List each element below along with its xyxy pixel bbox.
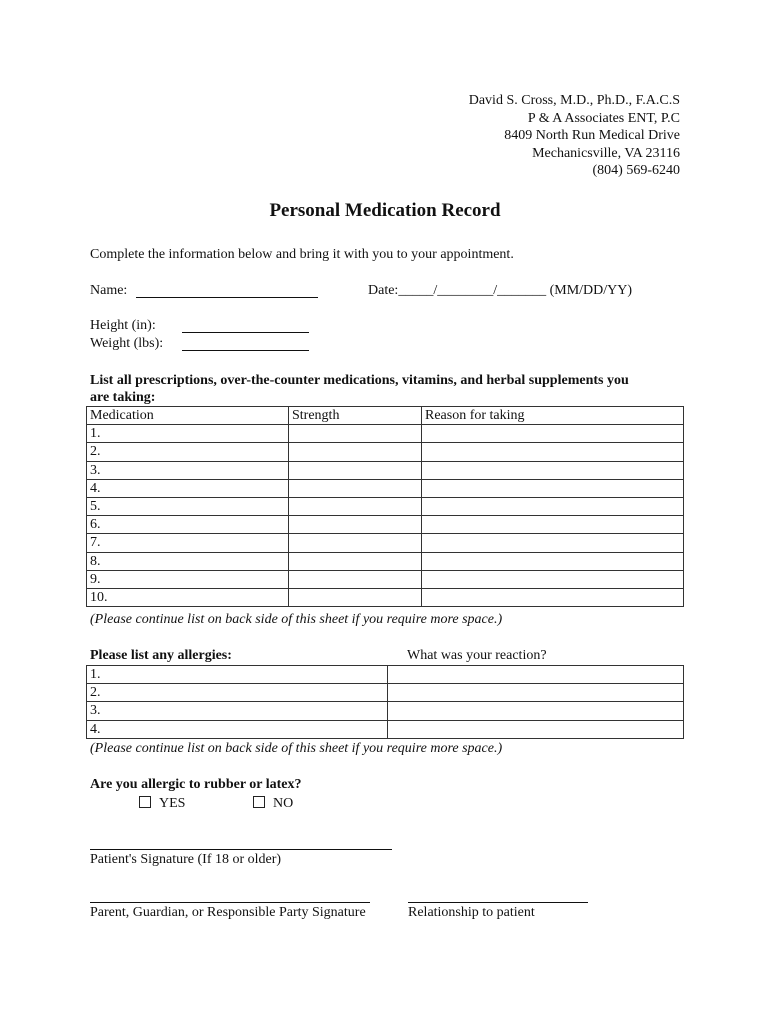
allergies-table	[86, 665, 684, 739]
reason-cell[interactable]	[422, 588, 684, 606]
medications-heading-cont: are taking:	[90, 390, 156, 405]
table-row	[87, 552, 684, 570]
no-label: NO	[273, 796, 294, 811]
table-row	[87, 702, 684, 720]
reason-cell[interactable]	[422, 570, 684, 588]
reason-cell[interactable]	[422, 552, 684, 570]
strength-cell[interactable]	[289, 552, 422, 570]
medication-cell[interactable]: 2.	[87, 443, 289, 461]
medication-cell[interactable]: 6.	[87, 516, 289, 534]
table-row	[87, 720, 684, 738]
strength-cell[interactable]	[289, 443, 422, 461]
medication-cell[interactable]: 4.	[87, 479, 289, 497]
medication-cell[interactable]: 10.	[87, 588, 289, 606]
allergy-cell[interactable]: 2.	[87, 684, 388, 702]
reaction-cell[interactable]	[388, 684, 684, 702]
practice-address-block	[469, 92, 680, 180]
table-row	[87, 461, 684, 479]
strength-cell[interactable]	[289, 461, 422, 479]
table-row	[87, 534, 684, 552]
table-row	[87, 425, 684, 443]
reaction-cell[interactable]	[388, 720, 684, 738]
reason-cell[interactable]	[422, 516, 684, 534]
strength-cell[interactable]	[289, 516, 422, 534]
patient-signature-label: Patient's Signature (If 18 or older)	[90, 852, 282, 867]
date-field[interactable]: Date:_____/________/_______ (MM/DD/YY)	[368, 283, 633, 298]
column-header-reason: Reason for taking	[422, 407, 684, 425]
medication-cell[interactable]: 1.	[87, 425, 289, 443]
table-row	[87, 684, 684, 702]
weight-field[interactable]	[182, 350, 309, 351]
doctor-name: David S. Cross, M.D., Ph.D., F.A.C.S	[468, 93, 680, 108]
reaction-heading: What was your reaction?	[407, 648, 547, 663]
allergy-cell[interactable]: 4.	[87, 720, 388, 738]
strength-cell[interactable]	[289, 479, 422, 497]
intro-text: Complete the information below and bring it with you to your appointment.	[90, 247, 514, 262]
strength-cell[interactable]	[289, 588, 422, 606]
reaction-cell[interactable]	[388, 702, 684, 720]
guardian-signature-line[interactable]	[90, 902, 370, 903]
city-state-zip: Mechanicsville, VA 23116	[532, 145, 680, 161]
yes-checkbox[interactable]	[139, 796, 151, 808]
column-header-medication: Medication	[87, 407, 289, 425]
relationship-label: Relationship to patient	[408, 905, 535, 920]
phone-number: (804) 569-6240	[592, 163, 680, 179]
table-row	[87, 497, 684, 515]
table-row	[87, 666, 684, 684]
yes-label: YES	[159, 796, 186, 811]
medications-table	[86, 406, 684, 607]
reason-cell[interactable]	[422, 425, 684, 443]
street-address: 8409 North Run Medical Drive	[504, 128, 680, 144]
page-title: Personal Medication Record	[269, 200, 501, 221]
no-checkbox[interactable]	[253, 796, 265, 808]
height-field[interactable]	[182, 332, 309, 333]
table-row	[87, 588, 684, 606]
table-row	[87, 570, 684, 588]
reason-cell[interactable]	[422, 461, 684, 479]
reason-cell[interactable]	[422, 534, 684, 552]
medications-continue-note: (Please continue list on back side of this sheet if you require more space.)	[90, 612, 503, 627]
medications-header-row	[87, 407, 684, 425]
medications-heading: List all prescriptions, over-the-counter medications, vitamins, and herbal supplements you	[90, 373, 629, 388]
allergies-continue-note: (Please continue list on back side of this sheet if you require more space.)	[90, 741, 503, 756]
medication-cell[interactable]: 5.	[87, 497, 289, 515]
allergies-heading: Please list any allergies:	[90, 648, 232, 663]
medication-cell[interactable]: 8.	[87, 552, 289, 570]
latex-no-option[interactable]	[253, 796, 293, 812]
table-row	[87, 516, 684, 534]
strength-cell[interactable]	[289, 425, 422, 443]
strength-cell[interactable]	[289, 534, 422, 552]
name-label: Name:	[90, 283, 128, 298]
weight-label: Weight (lbs):	[90, 336, 164, 351]
reason-cell[interactable]	[422, 479, 684, 497]
practice-name: P & A Associates ENT, P.C	[527, 110, 680, 126]
medication-cell[interactable]: 9.	[87, 570, 289, 588]
table-row	[87, 479, 684, 497]
allergy-cell[interactable]: 3.	[87, 702, 388, 720]
medication-cell[interactable]: 3.	[87, 461, 289, 479]
strength-cell[interactable]	[289, 497, 422, 515]
column-header-strength: Strength	[289, 407, 422, 425]
latex-yes-option[interactable]	[139, 796, 185, 812]
relationship-line[interactable]	[408, 902, 588, 903]
patient-signature-line[interactable]	[90, 849, 392, 850]
guardian-signature-label: Parent, Guardian, or Responsible Party Signature	[90, 905, 366, 920]
allergy-cell[interactable]: 1.	[87, 666, 388, 684]
reason-cell[interactable]	[422, 497, 684, 515]
table-row	[87, 443, 684, 461]
latex-question: Are you allergic to rubber or latex?	[90, 777, 302, 792]
reaction-cell[interactable]	[388, 666, 684, 684]
strength-cell[interactable]	[289, 570, 422, 588]
name-field[interactable]	[136, 297, 318, 298]
medication-cell[interactable]: 7.	[87, 534, 289, 552]
reason-cell[interactable]	[422, 443, 684, 461]
height-label: Height (in):	[90, 318, 156, 333]
